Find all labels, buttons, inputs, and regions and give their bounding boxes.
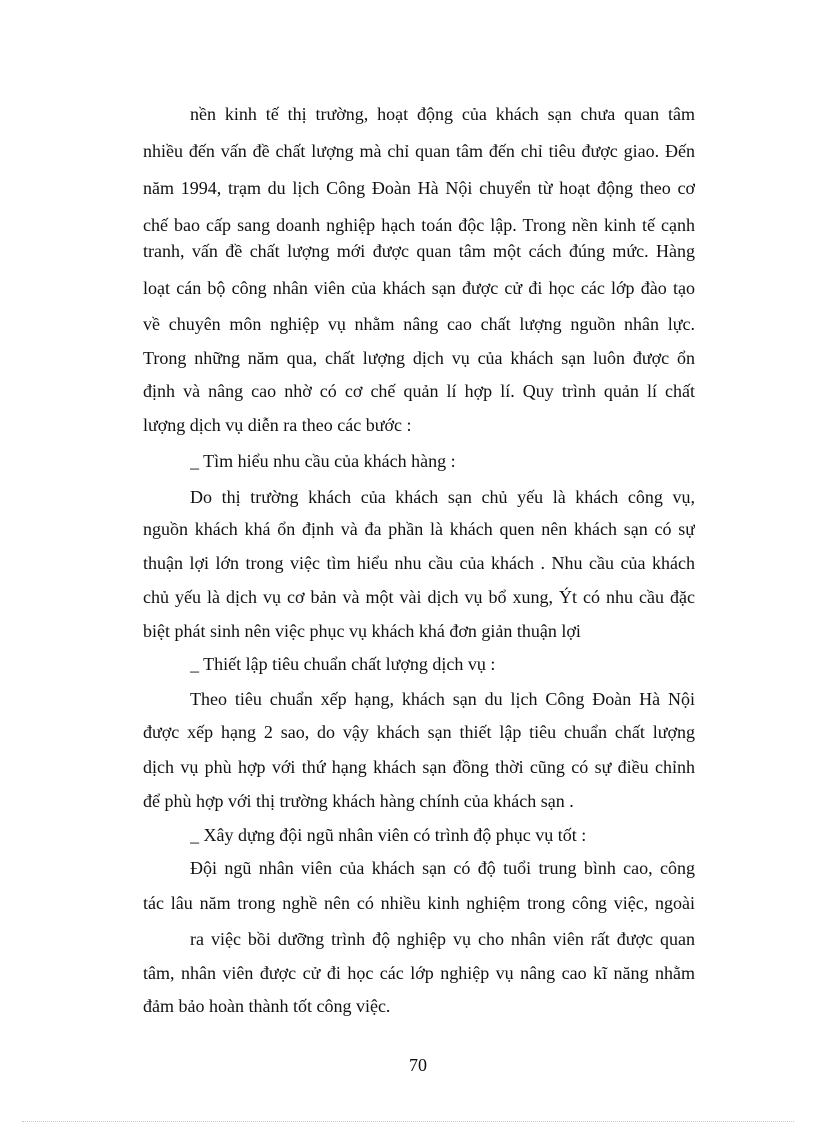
text-line: lượng dịch vụ diễn ra theo các bước :	[143, 415, 412, 435]
text-line: định và nâng cao nhờ có cơ chế quản lí hợp lí. Quy trình quản lí chất	[143, 381, 695, 401]
text-line: nguồn khách khá ổn định và đa phần là khách quen nên khách sạn có sự	[143, 519, 695, 539]
text-line: Theo tiêu chuẩn xếp hạng, khách sạn du lịch Công Đoàn Hà Nội	[190, 689, 695, 709]
text-line: tâm, nhân viên được cử đi học các lớp nghiệp vụ nâng cao kĩ năng nhằm	[143, 963, 695, 983]
text-line: chế bao cấp sang doanh nghiệp hạch toán độc lập. Trong nền kinh tế cạnh	[143, 215, 695, 235]
text-line: Trong những năm qua, chất lượng dịch vụ của khách sạn luôn được ổn	[143, 348, 695, 368]
text-line: loạt cán bộ công nhân viên của khách sạn được cử đi học các lớp đào tạo	[143, 278, 695, 298]
text-line: tác lâu năm trong nghề nên có nhiều kinh nghiệm trong công việc, ngoài	[143, 893, 695, 913]
text-line: nền kinh tế thị trường, hoạt động của khách sạn chưa quan tâm	[190, 104, 695, 124]
text-line: biệt phát sinh nên việc phục vụ khách khá đơn giản thuận lợi	[143, 621, 581, 641]
text-line: nhiều đến vấn đề chất lượng mà chỉ quan tâm đến chỉ tiêu được giao. Đến	[143, 141, 695, 161]
text-line: tranh, vấn đề chất lượng mới được quan tâm một cách đúng mức. Hàng	[143, 241, 695, 261]
section-heading: _ Tìm hiểu nhu cầu của khách hàng :	[190, 451, 456, 471]
footer-dotted-rule	[22, 1121, 794, 1122]
text-line: được xếp hạng 2 sao, do vậy khách sạn thiết lập tiêu chuẩn chất lượng	[143, 722, 695, 742]
text-line: năm 1994, trạm du lịch Công Đoàn Hà Nội chuyển từ hoạt động theo cơ	[143, 178, 695, 198]
section-heading: _ Xây dựng đội ngũ nhân viên có trình độ phục vụ tốt :	[190, 825, 587, 845]
text-line: để phù hợp với thị trường khách hàng chính của khách sạn .	[143, 791, 574, 811]
page-number: 70	[409, 1055, 427, 1075]
text-line: Do thị trường khách của khách sạn chủ yếu là khách công vụ,	[190, 487, 695, 507]
text-line: Đội ngũ nhân viên của khách sạn có độ tuổi trung bình cao, công	[190, 858, 695, 878]
text-line: dịch vụ phù hợp với thứ hạng khách sạn đồng thời cũng có sự điều chỉnh	[143, 757, 695, 777]
text-line: ra việc bồi dưỡng trình độ nghiệp vụ cho nhân viên rất được quan	[190, 929, 695, 949]
text-line: chủ yếu là dịch vụ cơ bản và một vài dịch vụ bổ xung, Ýt có nhu cầu đặc	[143, 587, 695, 607]
text-line: thuận lợi lớn trong việc tìm hiểu nhu cầu của khách . Nhu cầu của khách	[143, 553, 695, 573]
text-line: về chuyên môn nghiệp vụ nhằm nâng cao chất lượng nguồn nhân lực.	[143, 314, 695, 334]
section-heading: _ Thiết lập tiêu chuẩn chất lượng dịch vụ :	[190, 654, 496, 674]
text-line: đảm bảo hoàn thành tốt công việc.	[143, 996, 391, 1016]
